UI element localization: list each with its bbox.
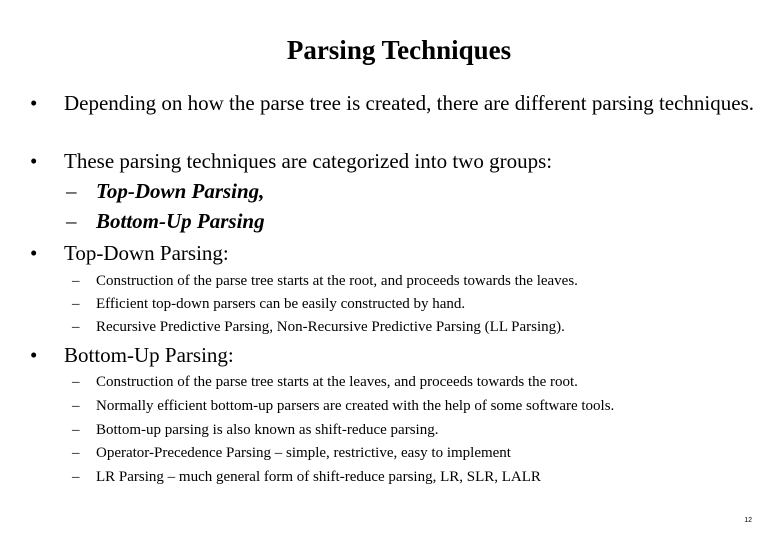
dash-marker: – [72, 374, 80, 390]
dash-marker: – [72, 319, 80, 335]
dash-marker: – [72, 296, 80, 312]
sub-bullet-text: Construction of the parse tree starts at the leaves, and proceeds towards the root. [96, 374, 578, 390]
dash-marker: – [72, 422, 80, 438]
sub-bullet-text: Recursive Predictive Parsing, Non-Recursive Predictive Parsing (LL Parsing). [96, 319, 565, 335]
sub-bullet-text: LR Parsing – much general form of shift-reduce parsing, LR, SLR, LALR [96, 469, 541, 485]
dash-marker: – [72, 469, 80, 485]
dash-marker: – [72, 398, 80, 414]
sub-bullet-text: Top-Down Parsing, [96, 179, 265, 203]
slide-title: Parsing Techniques [286, 35, 512, 65]
sub-bullet-text: Construction of the parse tree starts at the root, and proceeds towards the leaves. [96, 273, 578, 289]
bullet-dot: • [30, 343, 38, 367]
dash-marker: – [66, 179, 77, 203]
page-number: 12 [744, 517, 752, 524]
bullet-text: These parsing techniques are categorized into two groups: [64, 149, 553, 173]
sub-bullet-text: Normally efficient bottom-up parsers are created with the help of some software tools. [96, 398, 615, 414]
dash-marker: – [72, 445, 80, 461]
bullet-text: Bottom-Up Parsing: [64, 343, 234, 367]
sub-bullet-text: Bottom-up parsing is also known as shift-reduce parsing. [96, 422, 439, 438]
sub-bullet-text: Bottom-Up Parsing [96, 209, 265, 233]
sub-bullet-text: Efficient top-down parsers can be easily constructed by hand. [96, 296, 466, 312]
bullet-text: Top-Down Parsing: [64, 241, 229, 265]
bullet-dot: • [30, 91, 38, 115]
bullet-dot: • [30, 149, 38, 173]
sub-bullet-text: Operator-Precedence Parsing – simple, restrictive, easy to implement [96, 445, 511, 461]
bullet-text: Depending on how the parse tree is created, there are different parsing techniques. [64, 91, 754, 115]
dash-marker: – [72, 273, 80, 289]
bullet-dot: • [30, 241, 38, 265]
dash-marker: – [66, 209, 77, 233]
